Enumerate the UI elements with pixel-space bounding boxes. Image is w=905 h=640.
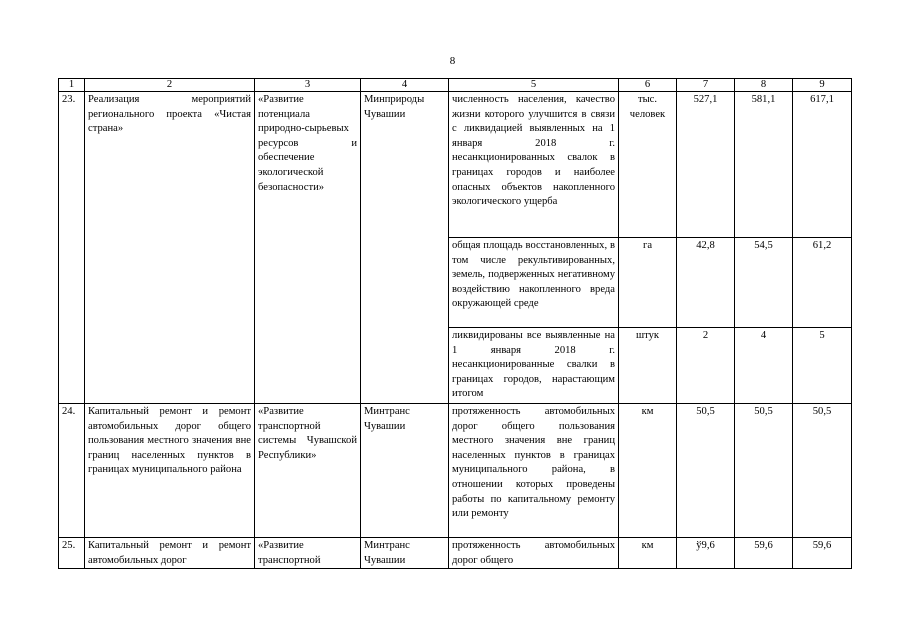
value-col9: 61,2 [793,238,852,328]
table-row [59,92,852,238]
value-col9: 59,6 [793,538,852,569]
value-col9: 617,1 [793,92,852,238]
program-name: «Развитие транспортной системы Чувашской Республики» [255,404,361,538]
value-col8: 50,5 [735,404,793,538]
data-table [58,78,852,569]
program-name: «Развитие транспортной [255,538,361,569]
executor: Минтранс Чувашии [361,538,449,569]
indicator-text: ликвидированы все выявленные на 1 января 2018 г. несанкционированные свалки в границах городов, нарастающим итогом [449,328,619,404]
column-header: 3 [255,79,361,92]
value-col7: 527,1 [677,92,735,238]
measure-name: Капитальный ремонт и ремонт автомобильных дорог общего пользования местного значения вне границ населенных пунктов в границах муниципального района [85,404,255,538]
measure-name: Капитальный ремонт и ремонт автомобильных дорог [85,538,255,569]
value-col7: 50,5 [677,404,735,538]
executor: Минтранс Чувашии [361,404,449,538]
unit: км [619,538,677,569]
row-number: 25. [59,538,85,569]
column-header: 7 [677,79,735,92]
page-number: 8 [449,55,456,67]
executor: Минприроды Чувашии [361,92,449,404]
value-col7: ў9,6 [677,538,735,569]
unit: га [619,238,677,328]
column-header: 4 [361,79,449,92]
value-col7: 2 [677,328,735,404]
value-col7: 42,8 [677,238,735,328]
value-col8: 54,5 [735,238,793,328]
column-header: 5 [449,79,619,92]
row-number: 24. [59,404,85,538]
value-col8: 4 [735,328,793,404]
table-row [59,538,852,569]
value-col8: 581,1 [735,92,793,238]
row-number: 23. [59,92,85,404]
unit: тыс. человек [619,92,677,238]
value-col9: 5 [793,328,852,404]
column-header: 2 [85,79,255,92]
unit: штук [619,328,677,404]
indicator-text: общая площадь восстановленных, в том числе рекультивированных, земель, подверженных негативному воздействию накопленного вреда окружающей среде [449,238,619,328]
column-header: 6 [619,79,677,92]
measure-name: Реализация мероприятий регионального проекта «Чистая страна» [85,92,255,404]
column-header: 9 [793,79,852,92]
table-row [59,404,852,538]
indicator-text: численность населения, качество жизни которого улучшится в связи с ликвидацией выявленных на 1 января 2018 г. несанкционированных свалок в границах городов и наиболее опасных объектов накопленного экологического ущерба [449,92,619,238]
indicator-text: протяженность автомобильных дорог общего пользования местного значения вне границ населенных пунктов в границах муниципального района, в отношении которых проведены работы по капитальному ремонту или ремонту [449,404,619,538]
value-col9: 50,5 [793,404,852,538]
value-col8: 59,6 [735,538,793,569]
table-header-row [59,79,852,92]
program-name: «Развитие потенциала природно-сырьевых ресурсов и обеспечение экологической безопасности» [255,92,361,404]
indicator-text: протяженность автомобильных дорог общего [449,538,619,569]
unit: км [619,404,677,538]
column-header: 1 [59,79,85,92]
column-header: 8 [735,79,793,92]
